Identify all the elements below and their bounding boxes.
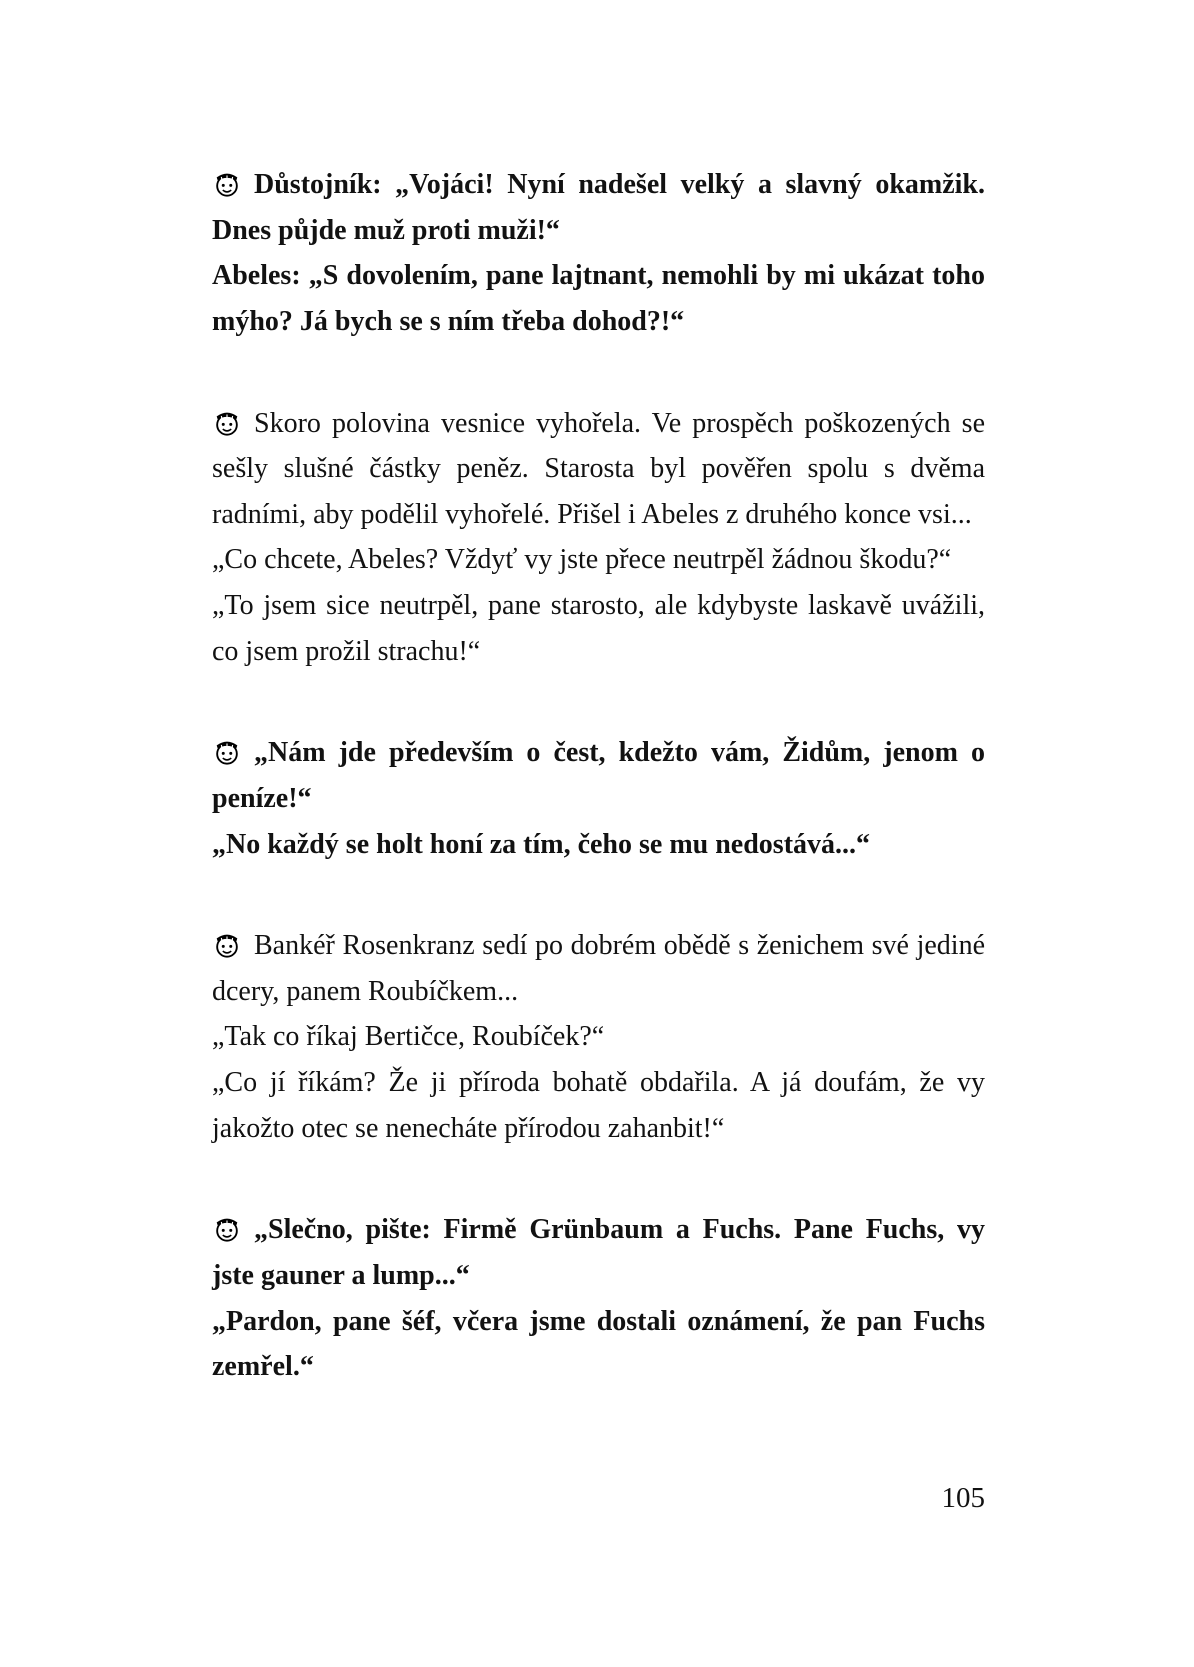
joke-block-3 xyxy=(212,730,985,867)
joke-paragraph: „Pardon, pane šéf, včera jsme dostali oznámení, že pan Fuchs zemřel.“ xyxy=(212,1305,985,1383)
joke-paragraph: „Co chcete, Abeles? Vždyť vy jste přece neutrpěl žádnou škodu?“ xyxy=(212,544,952,576)
joke-text: „Slečno, pište: Firmě Grünbaum a Fuchs. Pane Fuchs, vy jste gauner a lump...“ xyxy=(212,1214,985,1291)
joke-paragraph: „To jsem sice neutrpěl, pane starosto, ale kdybyste laskavě uvážili, co jsem prožil strachu!“ xyxy=(212,590,985,667)
joke-text: Bankéř Rosenkranz sedí po dobrém obědě s ženichem své jediné dcery, panem Roubíčkem... xyxy=(212,930,985,1007)
joke-paragraph: „Co jí říkám? Že ji příroda bohatě obdařila. A já doufám, že vy jakožto otec se nenecháte přírodou zahanbit!“ xyxy=(212,1067,985,1144)
joke-paragraph xyxy=(212,162,985,253)
joke-block-4 xyxy=(212,923,985,1151)
jester-face-icon xyxy=(212,168,242,198)
joke-text: Skoro polovina vesnice vyhořela. Ve prospěch poškozených se sešly slušné částky peněz. Starosta byl pověřen spolu s dvěma radními, aby podělil vyhořelé. Přišel i Abeles z druhého konce vsi... xyxy=(212,407,985,530)
joke-text: „Nám jde především o čest, kdežto vám, Židům, jenom o peníze!“ xyxy=(212,737,985,814)
joke-block-1 xyxy=(212,162,985,345)
joke-paragraph: Abeles: „S dovolením, pane lajtnant, nemohli by mi ukázat toho mýho? Já bych se s ním třeba dohod?!“ xyxy=(212,260,985,337)
jester-face-icon xyxy=(212,929,242,959)
joke-text: Důstojník: „Vojáci! Nyní nadešel velký a slavný okamžik. Dnes půjde muž proti muži!“ xyxy=(212,169,985,246)
joke-paragraph xyxy=(212,923,985,1014)
joke-paragraph xyxy=(212,401,985,538)
page-number: 105 xyxy=(941,1482,985,1514)
jester-face-icon xyxy=(212,1213,242,1243)
joke-paragraph xyxy=(212,730,985,821)
joke-block-2 xyxy=(212,401,985,675)
joke-paragraph xyxy=(212,1207,985,1298)
jester-face-icon xyxy=(212,736,242,766)
joke-paragraph: „Tak co říkaj Bertičce, Roubíček?“ xyxy=(212,1021,605,1053)
jester-face-icon xyxy=(212,407,242,437)
joke-paragraph: „No každý se holt honí za tím, čeho se mu nedostává...“ xyxy=(212,828,871,860)
joke-block-5 xyxy=(212,1207,985,1390)
